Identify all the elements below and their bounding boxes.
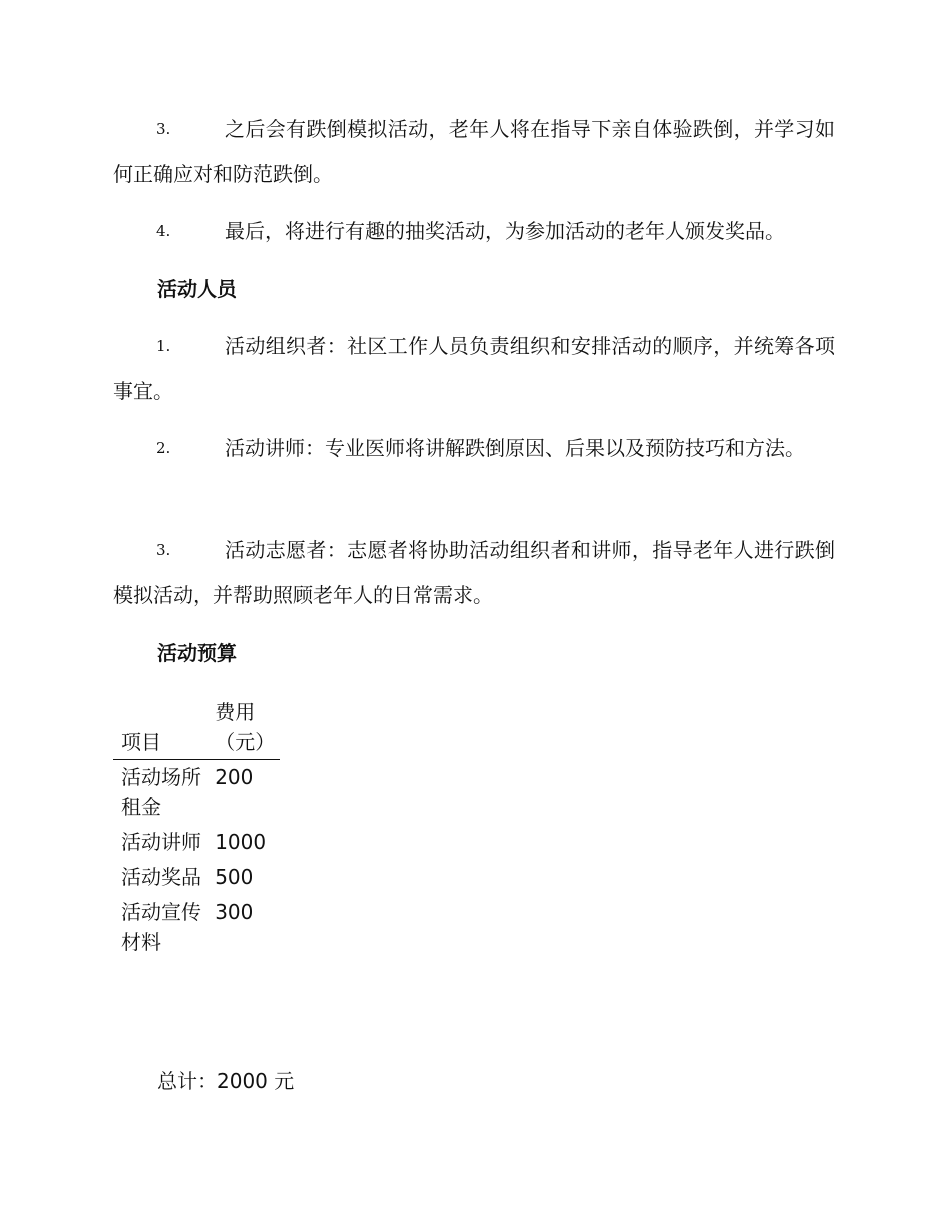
list-number: 3. [156, 541, 171, 559]
cell-item: 活动宣传材料 [121, 900, 201, 954]
cell-cost: 300 [215, 900, 254, 924]
budget-total: 总计：2000 元 [157, 1069, 295, 1093]
column-header-cost: 费用（元） [207, 697, 280, 760]
list-item-text: 活动组织者：社区工作人员负责组织和安排活动的顺序，并统筹各项事宜。 [113, 334, 835, 403]
table-row [113, 862, 280, 897]
list-item-text: 之后会有跌倒模拟活动，老年人将在指导下亲自体验跌倒，并学习如何正确应对和防范跌倒。 [113, 117, 835, 186]
table-row [113, 760, 280, 828]
cell-item: 活动场所租金 [121, 765, 201, 819]
personnel-item-1 [113, 324, 835, 414]
column-header-item: 项目 [113, 697, 207, 760]
schedule-item-3 [113, 107, 835, 197]
cell-item: 活动讲师 [121, 830, 201, 854]
schedule-item-4 [113, 209, 835, 254]
budget-table [113, 697, 280, 962]
list-item-text: 活动志愿者：志愿者将协助活动组织者和讲师，指导老年人进行跌倒模拟活动，并帮助照顾老年人的日常需求。 [113, 538, 835, 607]
section-heading-budget: 活动预算 [157, 641, 237, 665]
cell-item: 活动奖品 [121, 865, 201, 889]
list-item-text: 活动讲师：专业医师将讲解跌倒原因、后果以及预防技巧和方法。 [225, 436, 805, 460]
section-heading-personnel: 活动人员 [157, 277, 237, 301]
table-row [113, 897, 280, 962]
list-item-text: 最后，将进行有趣的抽奖活动，为参加活动的老年人颁发奖品。 [225, 219, 785, 243]
personnel-item-2 [113, 426, 835, 471]
list-number: 1. [156, 337, 171, 355]
list-number: 2. [156, 439, 171, 457]
personnel-item-3 [113, 528, 835, 618]
cell-cost: 500 [215, 865, 254, 889]
list-number: 4. [156, 222, 171, 240]
cell-cost: 200 [215, 765, 254, 789]
list-number: 3. [156, 120, 171, 138]
table-row [113, 827, 280, 862]
table-header-row [113, 697, 280, 760]
cell-cost: 1000 [215, 830, 267, 854]
